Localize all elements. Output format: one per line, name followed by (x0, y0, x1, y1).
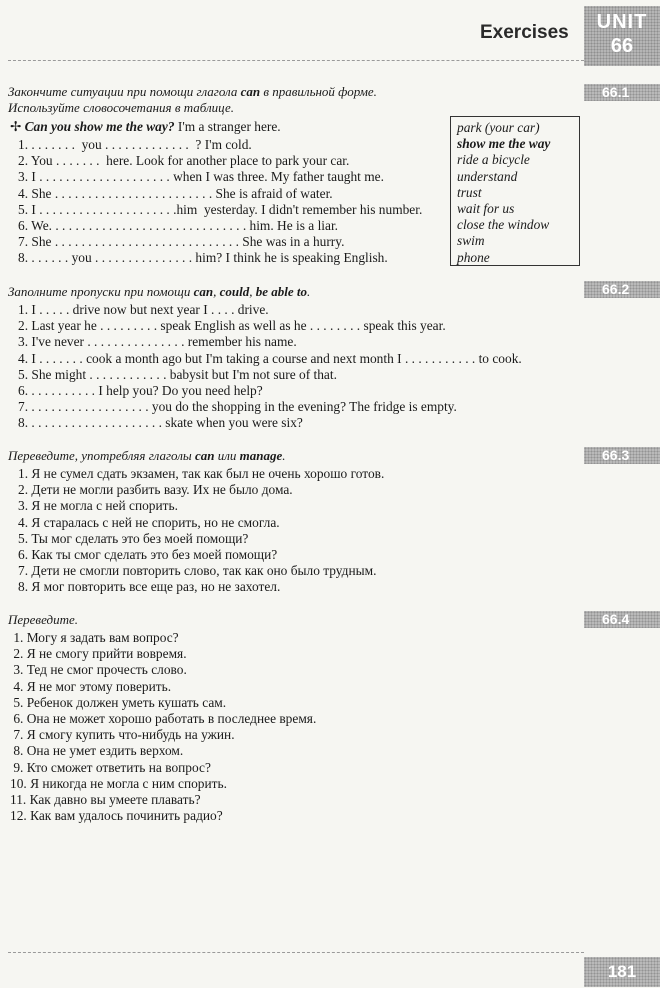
list-item: 8. . . . . . . you . . . . . . . . . . . . . . . him? I think he is speaking English. (18, 250, 388, 266)
exercise-3-instruction: Переведите, употребляя глаголы can или manage. (8, 448, 286, 463)
exercise-1-list (18, 137, 422, 267)
page-number: 181 (584, 957, 660, 987)
list-item: 4. Я не мог этому поверить. (10, 678, 172, 694)
header-divider (8, 60, 584, 61)
list-item: 2. Я не смогу прийти вовремя. (10, 646, 187, 662)
exercise-2-list (18, 302, 522, 432)
phrase-item: trust (457, 184, 482, 200)
phrase-item: phone (457, 249, 490, 265)
list-item: 4. She . . . . . . . . . . . . . . . . . . . . . . . . She is afraid of water. (18, 185, 333, 201)
list-item: 6. We. . . . . . . . . . . . . . . . . . . . . . . . . . . . . . him. He is a liar. (18, 218, 339, 234)
list-item: 7. She . . . . . . . . . . . . . . . . . . . . . . . . . . . . She was in a hurry. (18, 234, 345, 250)
exercise-3-list (18, 466, 384, 596)
page-header-title: Exercises (480, 22, 569, 43)
list-item: 3. I've never . . . . . . . . . . . . . . . remember his name. (18, 334, 297, 350)
exercise-4-list (10, 630, 316, 824)
list-item: 10. Я никогда не могла с ним спорить. (10, 775, 227, 791)
list-item: 6. . . . . . . . . . . I help you? Do you need help? (18, 383, 263, 399)
exercise-1-instruction: Закончите ситуации при помощи глагола can в правильной форме. Используйте словосочетания в таблице. (8, 84, 377, 115)
phrase-item: understand (457, 168, 518, 184)
unit-label-box (584, 6, 660, 66)
list-item: 4. Я старалась с ней не спорить, но не смогла. (18, 514, 280, 530)
phrase-item: wait for us (457, 201, 515, 217)
list-item: 1. Я не сумел сдать экзамен, так как был не очень хорошо готов. (18, 466, 385, 481)
list-item: 12. Как вам удалось починить радио? (10, 808, 223, 824)
phrase-box (450, 116, 580, 266)
exercise-1-example: ✢ Can you show me the way? I'm a stranger here. (10, 119, 281, 134)
list-item: 5. Ты мог сделать это без моей помощи? (18, 530, 249, 546)
list-item: 2. Last year he . . . . . . . . . speak English as well as he . . . . . . . . speak this year. (18, 318, 446, 334)
exercise-badge-66-2: 66.2 (584, 281, 660, 298)
phrase-item: swim (457, 233, 485, 249)
phrase-item: close the window (457, 217, 550, 233)
exercise-badge-66-1: 66.1 (584, 84, 660, 101)
phrase-item: park (your car) (457, 120, 540, 135)
list-item: 6. Как ты смог сделать это без моей помощи? (18, 547, 278, 563)
list-item: 8. . . . . . . . . . . . . . . . . . . . . skate when you were six? (18, 415, 303, 431)
list-item: 7. . . . . . . . . . . . . . . . . . . you do the shopping in the evening? The fridge is empty. (18, 399, 457, 415)
list-item: 3. Тед не смог прочесть слово. (10, 662, 187, 678)
list-item: 11. Как давно вы умеете плавать? (10, 792, 201, 808)
list-item: 3. I . . . . . . . . . . . . . . . . . . . . when I was three. My father taught me. (18, 169, 384, 185)
list-item: 8. Я мог повторить все еще раз, но не захотел. (18, 579, 281, 595)
list-item: 5. I . . . . . . . . . . . . . . . . . . . . .him yesterday. I didn't remember his number. (18, 201, 423, 217)
exercise-2-instruction: Заполните пропуски при помощи can, could, be able to. (8, 284, 311, 299)
phrase-item-highlighted: show me the way (457, 136, 551, 152)
list-item: 2. You . . . . . . . here. Look for another place to park your car. (18, 153, 350, 169)
phrase-item: ride a bicycle (457, 152, 530, 168)
example-marker-icon: ✢ (10, 119, 22, 134)
list-item: 3. Я не могла с ней спорить. (18, 498, 178, 514)
unit-label: UNIT (596, 11, 648, 33)
unit-number: 66 (610, 35, 634, 57)
exercise-badge-66-3: 66.3 (584, 447, 660, 464)
list-item: 7. Я смогу купить что-нибудь на ужин. (10, 727, 235, 743)
list-item: 9. Кто сможет ответить на вопрос? (10, 759, 211, 775)
exercise-4-instruction: Переведите. (8, 612, 79, 627)
exercise-badge-66-4: 66.4 (584, 611, 660, 628)
list-item: 5. She might . . . . . . . . . . . . babysit but I'm not sure of that. (18, 366, 337, 382)
list-item: 8. Она не умет ездить верхом. (10, 743, 184, 759)
list-item: 7. Дети не смогли повторить слово, так как оно было трудным. (18, 563, 377, 579)
list-item: 2. Дети не могли разбить вазу. Их не было дома. (18, 482, 293, 498)
list-item: 4. I . . . . . . . cook a month ago but I'm taking a course and next month I . . . . . . . . . . . to cook. (18, 350, 522, 366)
list-item: 1. . . . . . . . you . . . . . . . . . . . . . ? I'm cold. (18, 137, 252, 152)
list-item: 5. Ребенок должен уметь кушать сам. (10, 694, 227, 710)
footer-divider (8, 952, 584, 953)
list-item: 1. I . . . . . drive now but next year I . . . . drive. (18, 302, 269, 317)
list-item: 1. Могу я задать вам вопрос? (10, 630, 179, 645)
list-item: 6. Она не может хорошо работать в последнее время. (10, 711, 317, 727)
